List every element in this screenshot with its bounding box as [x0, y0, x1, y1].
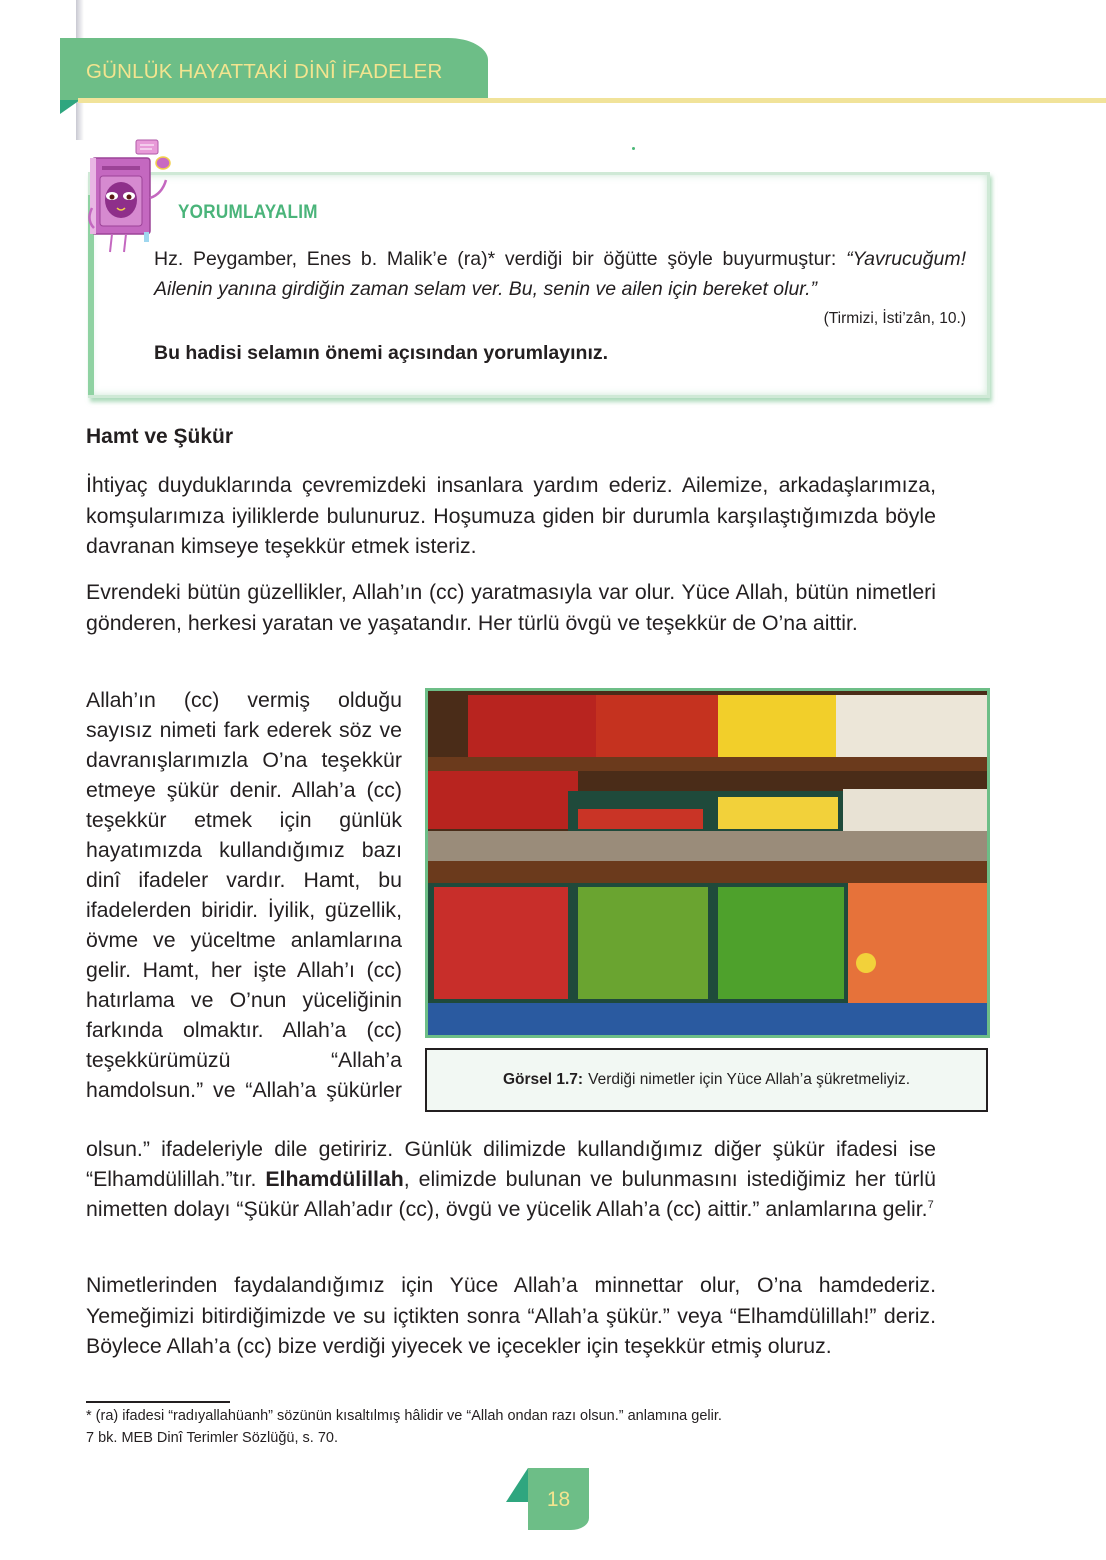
caption-text: Verdiği nimetler için Yüce Allah’a şükretmeliyiz. [588, 1071, 911, 1088]
elhamdulillah-bold: Elhamdülillah [265, 1167, 404, 1191]
section-title: Hamt ve Şükür [86, 425, 234, 448]
figure-caption [425, 1048, 988, 1112]
paragraph-2: Evrendeki bütün güzellikler, Allah’ın (cc) yaratmasıyla var olur. Yüce Allah, bütün nimetleri gönderen, herkesi yaratan ve yaşatandır. Her türlü övgü ve teşekkür de O’na aittir. [86, 580, 936, 635]
page-number-fold [506, 1468, 528, 1502]
decorative-dot [632, 147, 635, 150]
page-number: 18 [546, 1488, 571, 1511]
footnote-ref: 7 [927, 1198, 934, 1211]
paragraph-3-wrapped: Allah’ın (cc) vermiş olduğu sayısız nimeti fark ederek söz ve davranışlarımızla O’na teşekkür etmeye şükür denir. Allah’a (cc) teşekkür etmek için günlük hayatımızda kullandığımız bazı dinî ifadeler vardır. Hamt, bu ifadelerden biridir. İyilik, güzellik, övme ve yüceltme anlamlarına gelir. Hamt, her işte Allah’ı (cc) hatırlama ve O’nun yüceliğinin farkında olmaktır. Allah’a (cc) teşekkürümüzü “Allah’a hamdolsun.” ve “Allah’a şükürler [86, 688, 402, 1102]
hadith-source: (Tirmizi, İsti’zân, 10.) [823, 310, 966, 327]
para3-text-a: olsun.” ifadeleriyle dile getiririz. Günlük dilimizde kullandığımız diğer şükür ifadesi ise “Elhamdülillah.”tır. [86, 1137, 936, 1191]
footnote-7: 7 bk. MEB Dinî Terimler Sözlüğü, s. 70. [86, 1430, 338, 1446]
footnote-ra: * (ra) ifadesi “radıyallahüanh” sözünün kısaltılmış hâlidir ve “Allah ondan razı olsun.” anlamına gelir. [86, 1408, 722, 1424]
header-rule [78, 98, 1106, 103]
ribbon-fold [60, 100, 80, 114]
hadith-intro: Hz. Peygamber, Enes b. Malik’e (ra)* verdiği bir öğütte şöyle buyurmuştur: [154, 248, 847, 270]
paragraph-1: İhtiyaç duyduklarında çevremizdeki insanlara yardım ederiz. Ailemize, arkadaşlarımıza, komşularımıza iyiliklerde bulunuruz. Hoşumuza giden bir durumla karşılaştığımızda böyle davranan kimseye teşekkür etmek isteriz. [86, 473, 936, 558]
para3-text-b: , elimizde bulunan ve bulunmasını istediğimiz her türlü nimetten dolayı “Şükür Allah’adır (cc), övgü ve yücelik Allah’a (cc) aittir.” anlamlarına gelir. [86, 1167, 937, 1221]
footnote-rule [86, 1401, 230, 1403]
chapter-title: GÜNLÜK HAYATTAKİ DİNÎ İFADELER [86, 60, 443, 83]
chapter-header-ribbon [60, 38, 488, 100]
caption-label: Görsel 1.7: [502, 1071, 584, 1088]
paragraph-4: Nimetlerinden faydalandığımız için Yüce Allah’a minnettar olur, O’na hamdederiz. Yemeğimizi bitirdiğimizde ve su içtikten sonra “Allah’a şükür.” veya “Elhamdülillah!” deriz. Böylece Allah’a (cc) bize verdiği yiyecek ve içecekler için teşekkür etmiş oluruz. [86, 1273, 936, 1358]
page-number-tab [528, 1468, 589, 1530]
hadith-text [154, 244, 966, 304]
vegetable-stall-illustration [428, 691, 987, 1035]
hadith-quote: “Yavrucuğum! Ailenin yanına girdiğin zaman selam ver. Bu, senin ve ailen için bereket olur.” [154, 248, 966, 300]
box-question: Bu hadisi selamın önemi açısından yorumlayınız. [154, 342, 609, 364]
book-mascot-icon [86, 138, 178, 256]
yorumlayalim-heading: YORUMLAYALIM [178, 202, 318, 223]
paragraph-3-continued [86, 1134, 936, 1224]
market-stall-photo [425, 688, 990, 1038]
